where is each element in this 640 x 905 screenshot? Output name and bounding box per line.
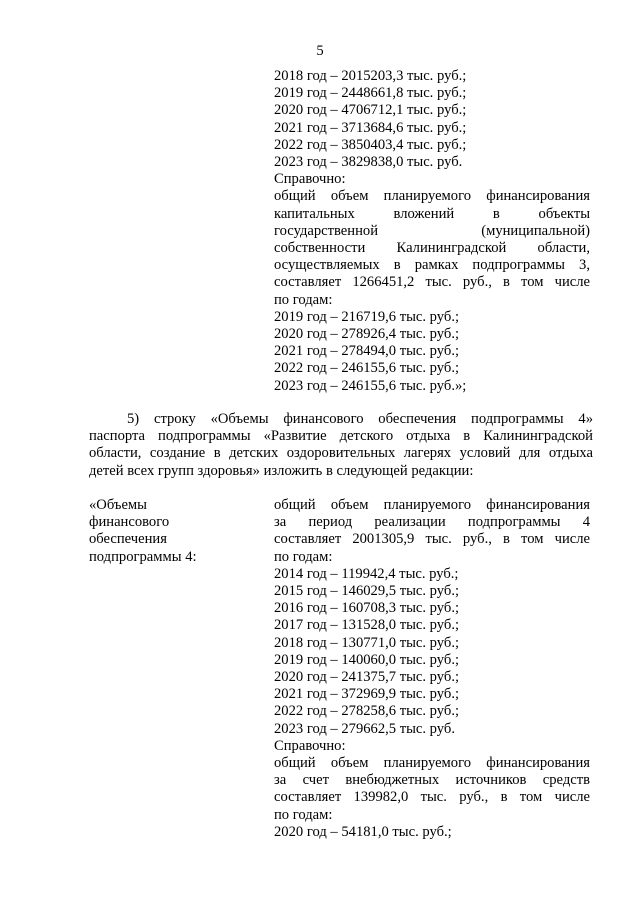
year-line: 2014 год – 119942,4 тыс. руб.;	[274, 565, 459, 582]
extra-text-line: за счет внебюджетных источников средств	[274, 772, 590, 789]
row-label-line: финансового	[89, 514, 170, 531]
extra-text-line: составляет 139982,0 тыс. руб., в том числе	[274, 789, 590, 806]
capital-year-line: 2023 год – 246155,6 тыс. руб.»;	[274, 377, 467, 394]
year-line: 2018 год – 2015203,3 тыс. руб.;	[274, 68, 467, 84]
year-line: 2023 год – 279662,5 тыс. руб.	[274, 720, 455, 737]
table-left-column	[89, 497, 259, 566]
year-line: 2020 год – 4706712,1 тыс. руб.;	[274, 102, 467, 119]
total-text-line: по годам:	[274, 548, 333, 565]
capital-text-line: составляет 1266451,2 тыс. руб., в том числе	[274, 274, 590, 291]
year-line: 2018 год – 130771,0 тыс. руб.;	[274, 634, 460, 651]
capital-text-line: капитальных вложений в объекты	[274, 205, 590, 222]
row-label-line: обеспечения	[89, 531, 167, 548]
year-line: 2022 год – 3850403,4 тыс. руб.;	[274, 136, 467, 153]
capital-text-line: по годам:	[274, 291, 333, 308]
capital-year-line: 2019 год – 216719,6 тыс. руб.;	[274, 308, 460, 325]
capital-year-line: 2022 год – 246155,6 тыс. руб.;	[274, 360, 460, 377]
capital-text-line: осуществляемых в рамках подпрограммы 3,	[274, 257, 590, 274]
year-line: 2017 год – 131528,0 тыс. руб.;	[274, 617, 460, 634]
paragraph-line: области, создание в детских оздоровительных лагерях условий для отдыха	[89, 445, 593, 462]
extra-year-line: 2020 год – 54181,0 тыс. руб.;	[274, 823, 452, 840]
year-line: 2019 год – 140060,0 тыс. руб.;	[274, 651, 460, 668]
year-line: 2015 год – 146029,5 тыс. руб.;	[274, 583, 460, 600]
capital-text-line: собственности Калининградской области,	[274, 240, 590, 257]
capital-year-line: 2020 год – 278926,4 тыс. руб.;	[274, 326, 460, 343]
total-text-line: за период реализации подпрограммы 4	[274, 514, 590, 531]
page-number: 5	[316, 43, 324, 59]
paragraph-line: паспорта подпрограммы «Развитие детского отдыха в Калининградской	[89, 428, 593, 445]
year-line: 2016 год – 160708,3 тыс. руб.;	[274, 600, 460, 617]
extra-text-line: общий объем планируемого финансирования	[274, 755, 590, 772]
year-line: 2021 год – 3713684,6 тыс. руб.;	[274, 119, 467, 136]
year-line: 2022 год – 278258,6 тыс. руб.;	[274, 703, 460, 720]
year-line: 2019 год – 2448661,8 тыс. руб.;	[274, 85, 467, 102]
year-line: 2023 год – 3829838,0 тыс. руб.	[274, 154, 463, 171]
total-text-line: составляет 2001305,9 тыс. руб., в том числе	[274, 531, 590, 548]
paragraph-line: 5) строку «Объемы финансового обеспечения подпрограммы 4»	[127, 411, 593, 427]
capital-text-line: общий объем планируемого финансирования	[274, 188, 590, 205]
row-label-line: «Объемы	[89, 497, 147, 513]
row-label-line: подпрограммы 4:	[89, 548, 197, 565]
reference-label: Справочно:	[274, 737, 346, 754]
reference-label: Справочно:	[274, 171, 346, 188]
paragraph-line: детей всех групп здоровья» изложить в следующей редакции:	[89, 462, 474, 479]
extra-text-line: по годам:	[274, 806, 333, 823]
year-line: 2021 год – 372969,9 тыс. руб.;	[274, 686, 460, 703]
table-right-column	[274, 497, 590, 841]
capital-text-line: государственной (муниципальной)	[274, 222, 590, 239]
capital-year-line: 2021 год – 278494,0 тыс. руб.;	[274, 343, 460, 360]
item-5-paragraph	[89, 411, 593, 480]
year-line: 2020 год – 241375,7 тыс. руб.;	[274, 669, 460, 686]
total-text-line: общий объем планируемого финансирования	[274, 497, 590, 513]
subprogram-3-funding-block	[274, 68, 590, 395]
